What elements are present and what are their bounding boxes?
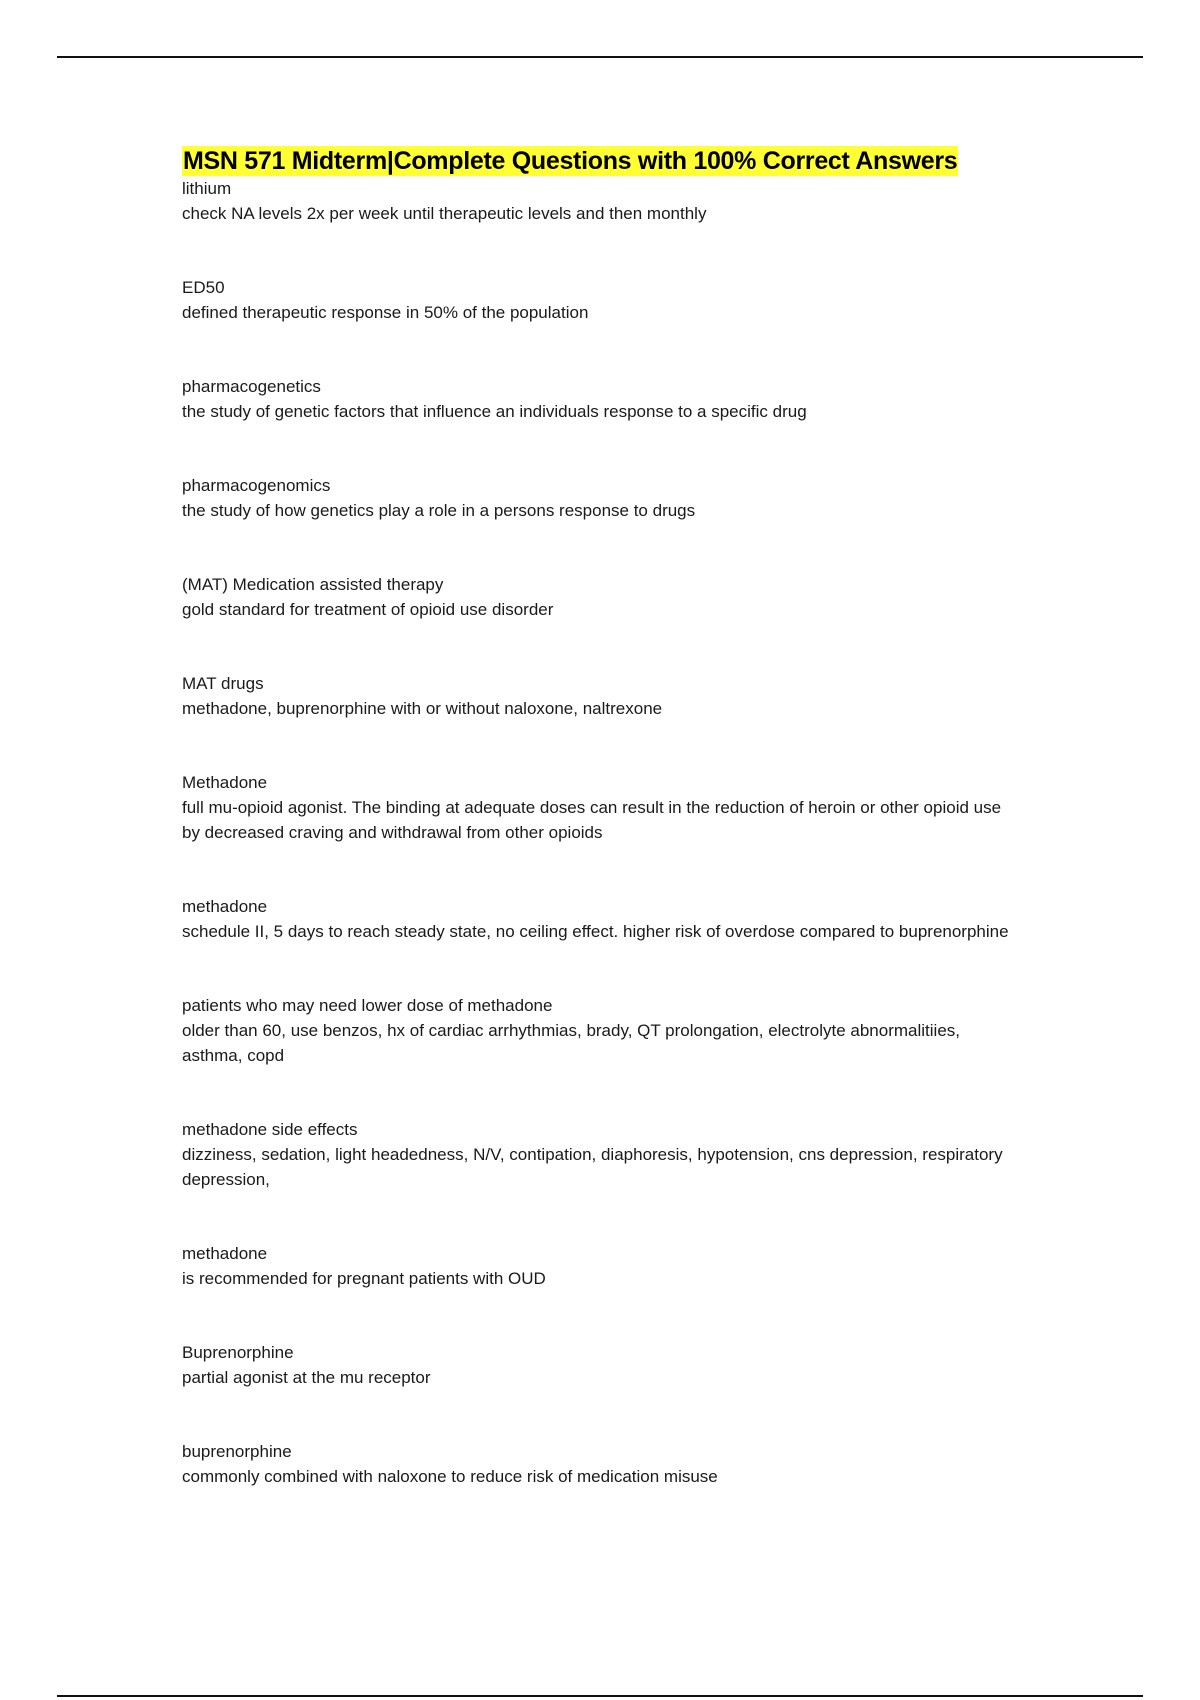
entry-term: Methadone (182, 773, 268, 792)
flashcard-entry (182, 572, 1012, 622)
flashcard-entry (182, 374, 1012, 424)
entry-definition: full mu-opioid agonist. The binding at adequate doses can result in the reduction of heroin or other opioid use by decreased craving and withdrawal from other opioids (182, 798, 1002, 842)
entry-definition: older than 60, use benzos, hx of cardiac arrhythmias, brady, QT prolongation, electrolyte abnormalitiies, asthma, copd (182, 1021, 960, 1065)
header-rule (57, 56, 1143, 58)
entry-term: ED50 (182, 278, 225, 297)
entry-term: pharmacogenomics (182, 476, 331, 495)
entry-term: Buprenorphine (182, 1343, 294, 1362)
entry-term: MAT drugs (182, 674, 264, 693)
entry-definition: check NA levels 2x per week until therapeutic levels and then monthly (182, 204, 707, 223)
entry-definition: the study of how genetics play a role in a persons response to drugs (182, 501, 696, 520)
entry-definition: partial agonist at the mu receptor (182, 1368, 431, 1387)
entry-definition: the study of genetic factors that influence an individuals response to a specific drug (182, 402, 807, 421)
flashcard-entry (182, 1241, 1012, 1291)
entry-term: (MAT) Medication assisted therapy (182, 575, 444, 594)
document-title: MSN 571 Midterm|Complete Questions with 100% Correct Answers (183, 147, 958, 175)
entry-definition: commonly combined with naloxone to reduce risk of medication misuse (182, 1467, 718, 1486)
entry-term: methadone side effects (182, 1120, 358, 1139)
flashcard-entry (182, 176, 1012, 226)
entry-definition: dizziness, sedation, light headedness, N/V, contipation, diaphoresis, hypotension, cns depression, respiratory depression, (182, 1145, 1003, 1189)
entry-term: methadone (182, 897, 268, 916)
flashcard-list (182, 176, 1012, 1489)
entry-definition: gold standard for treatment of opioid use disorder (182, 600, 554, 619)
flashcard-entry (182, 1117, 1012, 1192)
entry-term: methadone (182, 1244, 268, 1263)
entry-definition: defined therapeutic response in 50% of the population (182, 303, 589, 322)
flashcard-entry (182, 275, 1012, 325)
flashcard-entry (182, 770, 1012, 845)
footer-rule (57, 1695, 1143, 1697)
entry-definition: is recommended for pregnant patients with OUD (182, 1269, 546, 1288)
entry-definition: methadone, buprenorphine with or without naloxone, naltrexone (182, 699, 663, 718)
entry-term: lithium (182, 179, 232, 198)
flashcard-entry (182, 1340, 1012, 1390)
flashcard-entry (182, 894, 1012, 944)
document-page (182, 146, 1012, 1489)
entry-term: patients who may need lower dose of methadone (182, 996, 553, 1015)
entry-term: buprenorphine (182, 1442, 292, 1461)
flashcard-entry (182, 1439, 1012, 1489)
flashcard-entry (182, 671, 1012, 721)
entry-term: pharmacogenetics (182, 377, 321, 396)
flashcard-entry (182, 993, 1012, 1068)
flashcard-entry (182, 473, 1012, 523)
entry-definition: schedule II, 5 days to reach steady state, no ceiling effect. higher risk of overdose compared to buprenorphine (182, 922, 1009, 941)
